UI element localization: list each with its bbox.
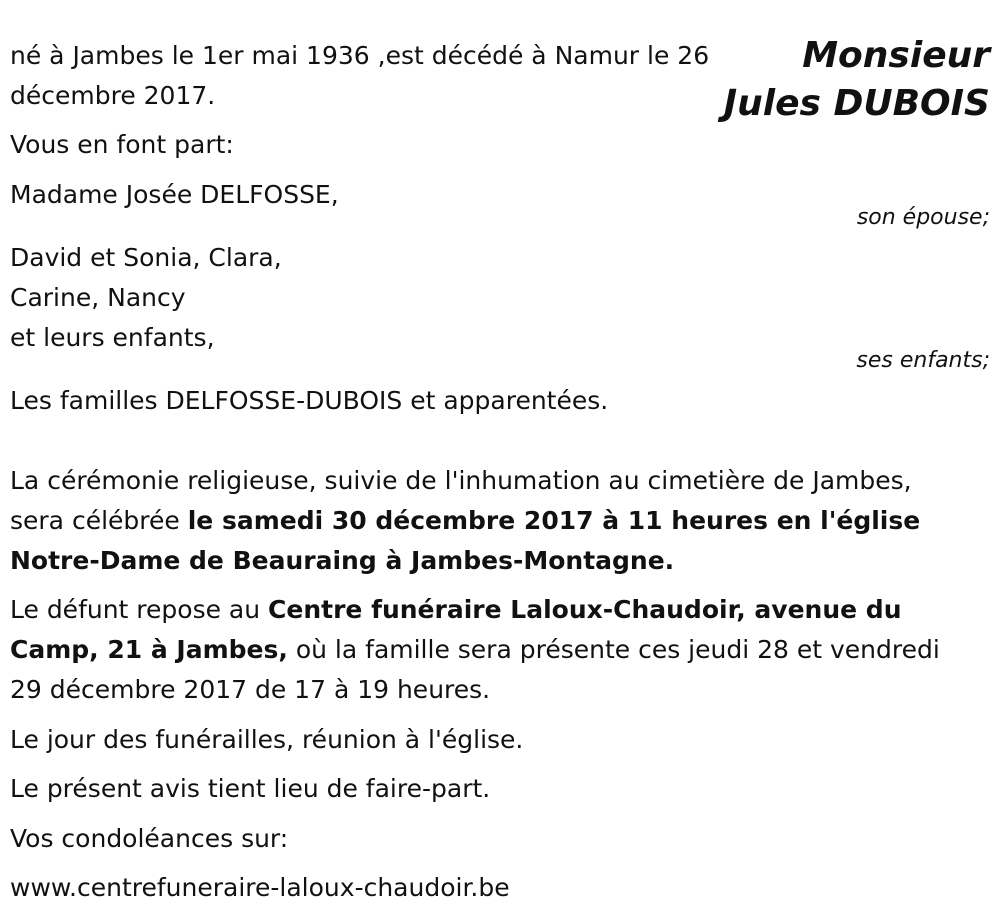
website-link[interactable]: www.centrefuneraire-laloux-chaudoir.be: [10, 873, 510, 902]
repose-line-1: [10, 590, 902, 630]
deceased-title: Monsieur: [802, 35, 990, 76]
families-line: Les familles DELFOSSE-DUBOIS et apparentées.: [10, 386, 609, 415]
spouse-role: son épouse;: [856, 205, 990, 230]
children-line-1: David et Sonia, Clara,: [10, 243, 282, 272]
intro-line-1: né à Jambes le 1er mai 1936 ,est décédé à Namur le 26: [10, 41, 710, 70]
spouse-name: Madame Josée DELFOSSE,: [10, 180, 339, 209]
repose-address: Camp, 21 à Jambes,: [10, 635, 288, 664]
repose-line-2-plain: où la famille sera présente ces jeudi 28 et vendredi: [287, 635, 940, 664]
repose-line-2: [10, 630, 940, 670]
children-line-2: Carine, Nancy: [10, 283, 186, 312]
ceremony-line-3: [10, 541, 674, 581]
intro-line-2: décembre 2017.: [10, 81, 216, 110]
repose-line-1-plain: Le défunt repose au: [10, 595, 269, 624]
repose-line-3: 29 décembre 2017 de 17 à 19 heures.: [10, 675, 491, 704]
repose-place: Centre funéraire Laloux-Chaudoir, avenue du: [268, 595, 902, 624]
ceremony-line-2-plain: sera célébrée: [10, 506, 188, 535]
condolences-text: Vos condoléances sur:: [10, 824, 289, 853]
meeting-text: Le jour des funérailles, réunion à l'église.: [10, 725, 524, 754]
deceased-name: Jules DUBOIS: [723, 83, 990, 124]
ceremony-line-1: La cérémonie religieuse, suivie de l'inhumation au cimetière de Jambes,: [10, 466, 912, 495]
children-line-3: et leurs enfants,: [10, 323, 215, 352]
announce-text: Vous en font part:: [10, 130, 234, 159]
children-role: ses enfants;: [856, 348, 990, 373]
ceremony-line-2: [10, 501, 920, 541]
ceremony-church: Notre-Dame de Beauraing à Jambes-Montagne.: [10, 546, 675, 575]
notice-text: Le présent avis tient lieu de faire-part.: [10, 774, 491, 803]
ceremony-date: le samedi 30 décembre 2017 à 11 heures en l'église: [187, 506, 921, 535]
